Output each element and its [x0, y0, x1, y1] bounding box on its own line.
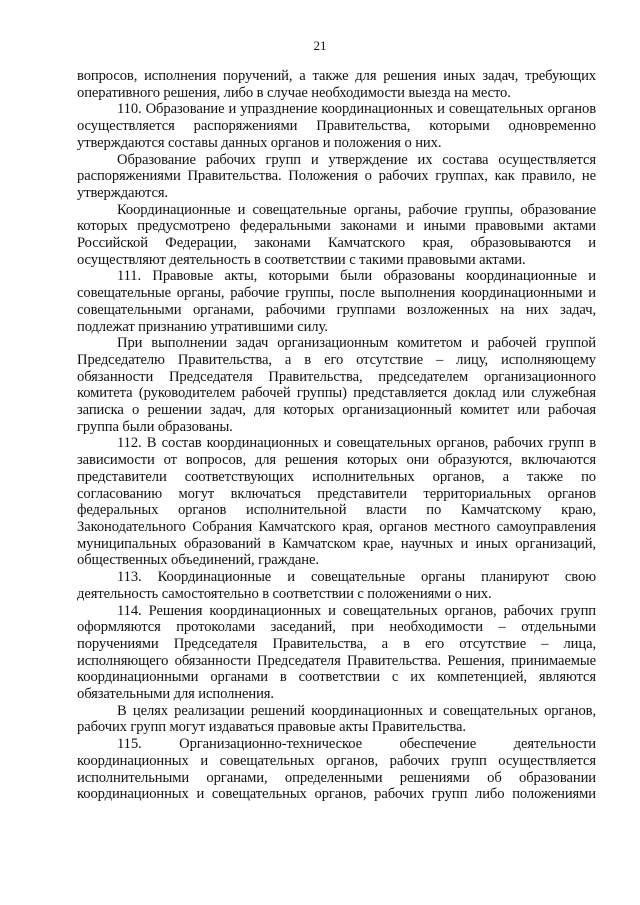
document-body: [77, 68, 596, 803]
paragraph-111: 111. Правовые акты, которыми были образованы координационные и совещательные органы, рабочие группы, после выполнения координационными и совещательными органами, рабочими группами возложенных на них задач, подлежат признанию утратившими силу.: [77, 268, 596, 335]
paragraph-report: При выполнении задач организационным комитетом и рабочей группой Председателю Правительства, а в его отсутствие – лицу, исполняющему обязанности Председателя Правительства, председателем организационного комитета (руководителем рабочей группы) представляется доклад или служебная записка о решении задач, для которых организационный комитет или рабочая группа были образованы.: [77, 335, 596, 435]
paragraph-115: 115. Организационно-техническое обеспечение деятельности координационных и совещательных органов, рабочих групп осуществляется исполнительными органами, определенными решениями об образовании координационных и совещательных органов, рабочих групп либо положениями: [77, 736, 596, 803]
paragraph-114: 114. Решения координационных и совещательных органов, рабочих групп оформляются протоколами заседаний, при необходимости – отдельными поручениями Председателя Правительства, а в его отсутствие – лица, исполняющего обязанности Председателя Правительства. Решения, принимаемые координационными органами в соответствии с их компетенцией, являются обязательными для исполнения.: [77, 602, 596, 703]
paragraph-continuation: вопросов, исполнения поручений, а также для решения иных задач, требующих оперативного решения, либо в случае необходимости выезда на место.: [77, 68, 596, 101]
paragraph-working-groups: Образование рабочих групп и утверждение их состава осуществляется распоряжениями Правительства. Положения о рабочих группах, как правило, не утверждаются.: [77, 151, 596, 201]
paragraph-federal-laws: Координационные и совещательные органы, рабочие группы, образование которых предусмотрено федеральными законами и иными правовыми актами Российской Федерации, законами Камчатского края, образовываются и осуществляют деятельность в соответствии с такими правовыми актами.: [77, 201, 596, 268]
paragraph-112: 112. В состав координационных и совещательных органов, рабочих групп в зависимости от вопросов, для решения которых они образуются, включаются представители соответствующих исполнительных органов, а также по согласованию могут включаться представители территориальных органов федеральных органов исполнительной власти по Камчатскому краю, Законодательного Собрания Камчатского края, органов местного самоуправления муниципальных образований в Камчатском крае, научных и иных организаций, общественных объединений, граждане.: [77, 435, 596, 569]
paragraph-110: 110. Образование и упразднение координационных и совещательных органов осуществляется распоряжениями Правительства, которыми одновременно утверждаются составы данных органов и положения о них.: [77, 101, 596, 151]
paragraph-legal-acts: В целях реализации решений координационных и совещательных органов, рабочих групп могут издаваться правовые акты Правительства.: [77, 702, 596, 736]
page-number: 21: [313, 38, 327, 53]
paragraph-113: 113. Координационные и совещательные органы планируют свою деятельность самостоятельно в соответствии с положениями о них.: [77, 569, 596, 602]
